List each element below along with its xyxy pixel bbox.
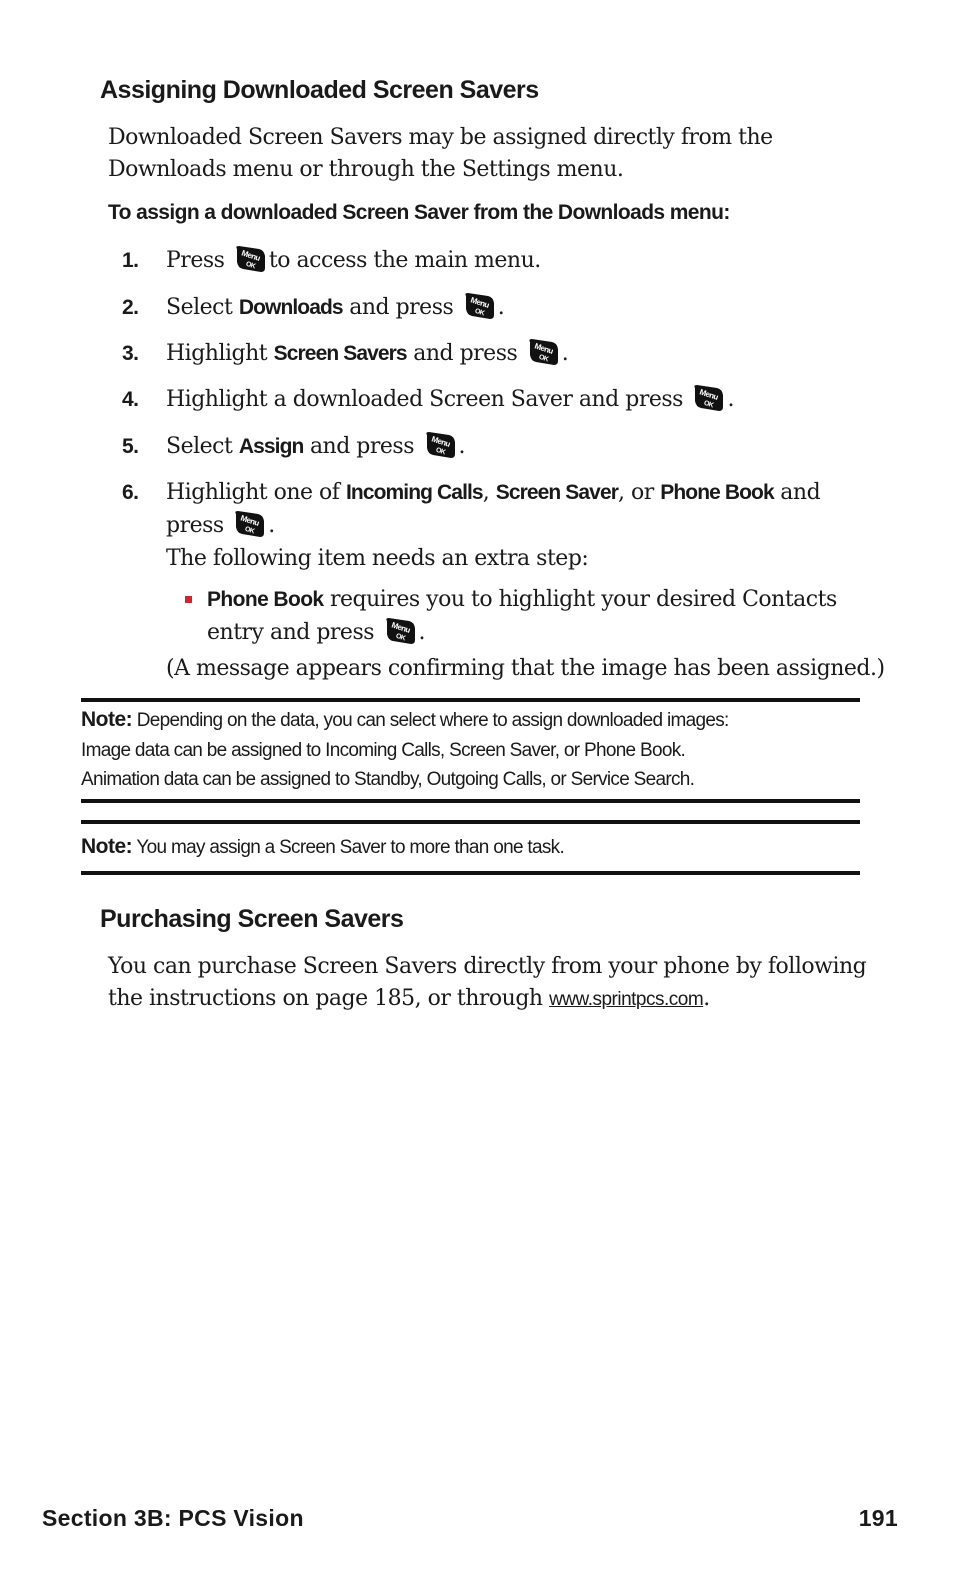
svg-text:Menu: Menu (389, 620, 411, 635)
page-number: 191 (858, 1505, 898, 1531)
note-bottom-rule (81, 871, 860, 875)
svg-text:OK: OK (703, 399, 715, 410)
svg-text:OK: OK (434, 446, 446, 457)
confirm-message: (A message appears confirming that the image has been assigned.) (166, 656, 885, 681)
sprintpcs-link[interactable]: www.sprintpcs.com (549, 989, 704, 1010)
step-number: 5. (122, 435, 139, 458)
bullet-text: requires you to highlight your desired Contacts entry and press (207, 587, 837, 645)
menu-ok-key-icon (383, 616, 417, 646)
menu-term-phone-book: Phone Book (660, 481, 774, 504)
step-text: Press (166, 248, 225, 273)
note-bottom-rule (81, 799, 860, 803)
svg-text:OK: OK (537, 353, 549, 364)
section-heading: Assigning Downloaded Screen Savers (100, 76, 539, 104)
step-5 (122, 430, 882, 463)
intro-paragraph: Downloaded Screen Savers may be assigned directly from the Downloads menu or through the Settings menu. (108, 125, 773, 182)
svg-text:Menu: Menu (698, 387, 720, 402)
step-3 (122, 337, 882, 370)
step-number: 6. (122, 481, 139, 504)
footer-section-label: Section 3B: PCS Vision (42, 1505, 304, 1531)
note-label: Note: (81, 835, 133, 858)
extra-step-text: The following item needs an extra step: (166, 546, 589, 571)
menu-term-downloads: Downloads (238, 296, 343, 319)
step-number: 4. (122, 388, 139, 411)
svg-text:Menu: Menu (240, 248, 262, 263)
step-number: 2. (122, 296, 139, 319)
step-text: . (497, 295, 505, 320)
separator: , (482, 480, 490, 505)
note-box (81, 832, 871, 863)
step-text: Highlight (166, 341, 268, 366)
menu-term-incoming-calls: Incoming Calls (345, 481, 483, 504)
step-text: . (727, 387, 734, 412)
step-1 (122, 244, 882, 277)
menu-ok-key-icon (233, 244, 267, 274)
menu-ok-key-icon (423, 430, 457, 460)
step-6 (122, 476, 882, 575)
step-text: and press (413, 341, 518, 366)
section-heading: Purchasing Screen Savers (100, 905, 404, 933)
menu-ok-key-icon (232, 509, 266, 539)
svg-text:Menu: Menu (429, 434, 451, 449)
bullet-item (185, 584, 865, 649)
note-text: Animation data can be assigned to Standby, Outgoing Calls, or Service Search. (81, 769, 695, 790)
svg-text:Menu: Menu (533, 341, 554, 356)
paragraph-text: . (703, 986, 710, 1011)
paragraph-text: You can purchase Screen Savers directly from your phone by following the instructions on page 185, or through (108, 954, 867, 1011)
step-text: Highlight one of (166, 480, 340, 505)
step-text: . (561, 341, 569, 366)
bullet-text: . (418, 620, 426, 645)
step-text: . (458, 434, 465, 459)
step-4 (122, 383, 882, 416)
note-text: Depending on the data, you can select where to assign downloaded images: (136, 710, 729, 731)
menu-ok-key-icon (462, 291, 496, 321)
note-top-rule (81, 820, 860, 824)
menu-term-assign: Assign (238, 435, 304, 458)
menu-term-phone-book: Phone Book (207, 588, 324, 611)
note-label: Note: (81, 708, 133, 731)
note-box (81, 705, 871, 795)
menu-ok-key-icon (691, 383, 725, 413)
step-text: Highlight a downloaded Screen Saver and press (166, 387, 683, 412)
svg-text:OK: OK (244, 525, 256, 536)
separator: , or (618, 480, 654, 505)
bullet-square-icon (185, 596, 192, 603)
step-text: . (268, 513, 275, 538)
menu-term-screen-savers: Screen Savers (273, 342, 407, 365)
svg-text:Menu: Menu (239, 513, 261, 528)
step-text: Select (166, 434, 233, 459)
step-text: Select (166, 295, 233, 320)
svg-text:OK: OK (473, 307, 485, 318)
menu-ok-key-icon (526, 337, 560, 367)
svg-text:OK: OK (394, 632, 406, 643)
step-text: and press (309, 434, 414, 459)
step-number: 3. (122, 342, 139, 365)
note-text: You may assign a Screen Saver to more than one task. (136, 837, 565, 858)
step-2 (122, 291, 882, 324)
step-text: and press (166, 480, 821, 538)
svg-text:OK: OK (244, 260, 256, 271)
note-text: Image data can be assigned to Incoming Calls, Screen Saver, or Phone Book. (81, 739, 686, 761)
note-top-rule (81, 698, 860, 702)
svg-text:Menu: Menu (469, 295, 490, 310)
menu-term-screen-saver: Screen Saver (495, 481, 619, 504)
step-number: 1. (122, 249, 139, 272)
step-text: and press (349, 295, 454, 320)
step-text: to access the main menu. (268, 248, 541, 273)
procedure-subheading: To assign a downloaded Screen Saver from the Downloads menu: (108, 201, 730, 224)
purchase-paragraph (108, 951, 878, 1016)
